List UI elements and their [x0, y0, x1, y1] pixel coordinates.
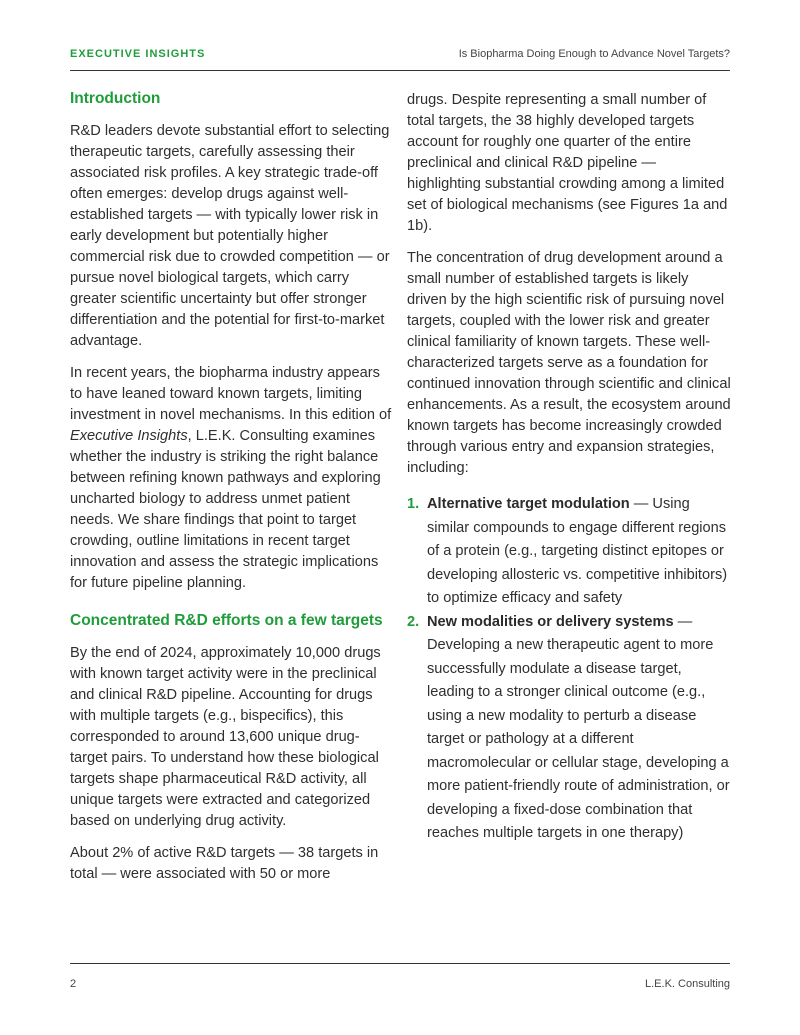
page-number: 2	[70, 978, 77, 990]
list-item-title: Alternative target modulation	[427, 496, 630, 512]
intro-paragraph-2	[70, 363, 395, 594]
intro-paragraph-2-part-a: In recent years, the biopharma industry appears to have leaned toward known targets, limiting investment in novel mechanisms. In this edition of	[70, 365, 392, 423]
page-footer	[70, 963, 730, 994]
intro-paragraph-2-part-b: , L.E.K. Consulting examines whether the industry is striking the right balance between refining known pathways and exploring uncharted biology to address unmet patient needs. We share findings that point to target crowding, outline limitations in recent target innovation and assess the strategic implications for future pipeline planning.	[70, 428, 381, 591]
strategy-list	[407, 493, 732, 846]
list-item	[407, 493, 732, 611]
document-title: Is Biopharma Doing Enough to Advance Novel Targets?	[458, 48, 730, 60]
list-item	[407, 611, 732, 846]
right-paragraph-1: drugs. Despite representing a small number of total targets, the 38 highly developed targets account for roughly one quarter of the entire preclinical and clinical R&D pipeline — highlighting substantial crowding among a limited set of biological mechanisms (see Figures 1a and 1b).	[407, 92, 728, 234]
page-header	[70, 44, 730, 71]
intro-heading: Introduction	[70, 90, 161, 107]
section-heading-concentrated-rd: Concentrated R&D efforts on a few targets	[70, 612, 383, 629]
section2-paragraph-2: About 2% of active R&D targets — 38 targets in total — were associated with 50 or more	[70, 845, 379, 882]
left-column	[70, 88, 395, 896]
right-column	[407, 90, 732, 846]
company-name: L.E.K. Consulting	[645, 978, 730, 990]
list-item-title: New modalities or delivery systems	[427, 613, 674, 630]
publication-name: Executive Insights	[70, 428, 188, 444]
section2-paragraph-1: By the end of 2024, approximately 10,000 drugs with known target activity were in the preclinical and clinical R&D pipeline. Accounting for drugs with multiple targets (e.g., bispecifics), this corresponded to around 13,600 unique drug-target pairs. To understand how these biological targets shape pharmaceutical R&D activity, all unique targets were extracted and categorized based on underlying drug activity.	[70, 645, 381, 829]
right-paragraph-2: The concentration of drug development around a small number of established targets is likely driven by the high scientific risk of pursuing novel targets, coupled with the lower risk and greater clinical familiarity of known targets. These well-characterized targets serve as a foundation for continued innovation through scientific and clinical enhancements. As a result, the ecosystem around known targets has become increasingly crowded through various entry and expansion strategies, including:	[407, 250, 731, 476]
list-number: 2.	[407, 613, 420, 630]
list-item-text: — Using similar compounds to engage different regions of a protein (e.g., targeting distinct epitopes or developing allosteric vs. competitive inhibitors) to optimize efficacy and safety	[427, 496, 728, 606]
list-item-text: — Developing a new therapeutic agent to more successfully modulate a disease target, leading to a stronger clinical outcome (e.g., using a new modality to perturb a disease target or pathology at a different macromolecular or cellular stage, developing a more patient-friendly route of administration, or developing a fixed-dose combination that reaches multiple targets in one therapy)	[427, 613, 730, 841]
section-label: EXECUTIVE INSIGHTS	[70, 48, 206, 60]
intro-paragraph-1: R&D leaders devote substantial effort to selecting therapeutic targets, carefully assessing their associated risk profiles. A key strategic trade-off often emerges: develop drugs against well-established targets — with typically lower risk in early development but potentially higher commercial risk due to crowded competition — or pursue novel biological targets, which carry greater scientific uncertainty but offer stronger differentiation and the potential for first-to-market advantage.	[70, 123, 390, 349]
list-number: 1.	[407, 496, 420, 512]
